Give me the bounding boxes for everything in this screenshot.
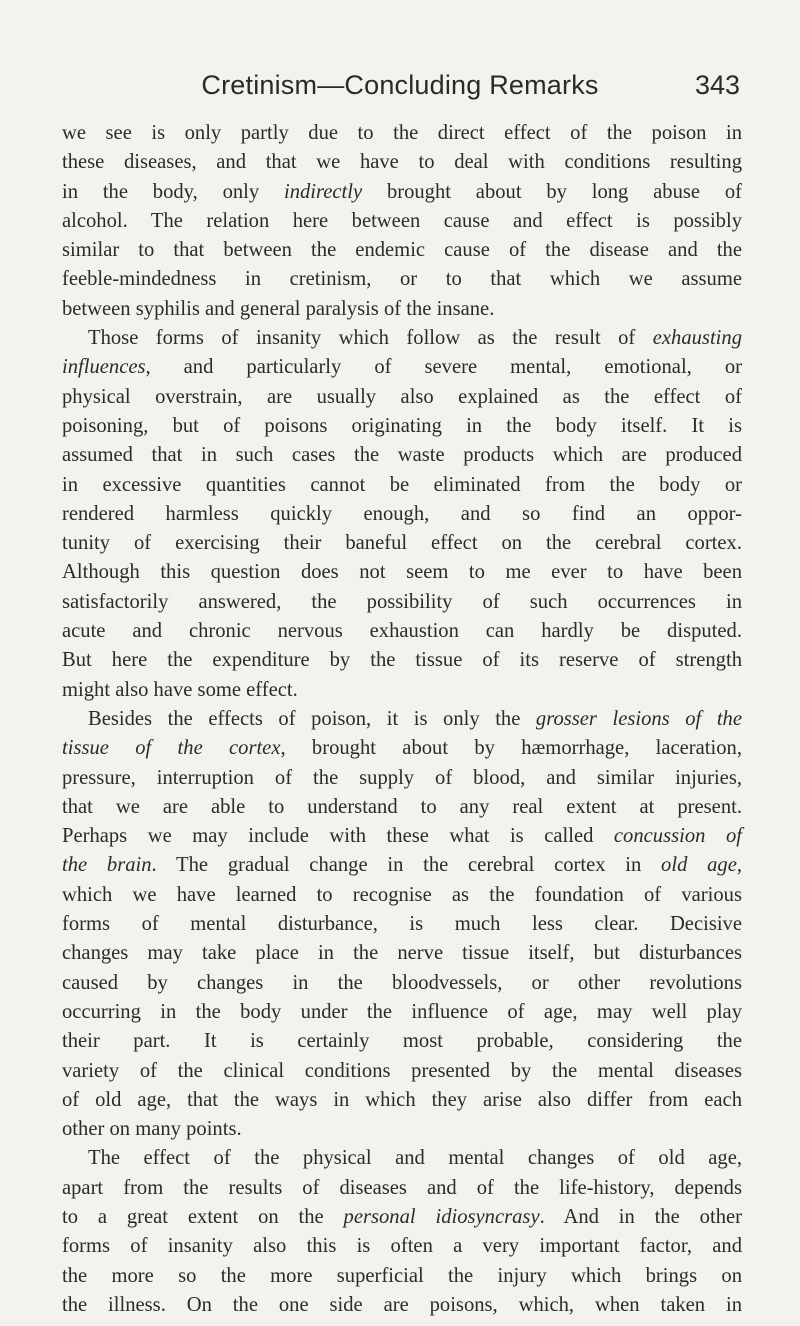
text-run: changes may take place in the nerve tissue itself, but disturbances [62,942,742,965]
text-line [62,734,742,763]
text-run: physical overstrain, are usually also explained as the effect of [62,385,742,408]
text-line [62,646,742,675]
text-run: we see is only partly due to the direct effect of the poison in [62,122,742,144]
text-line [62,1262,742,1291]
body-text [62,119,742,1320]
text-line [62,939,742,968]
text-line [62,1027,742,1056]
italic-text: personal idiosyncrasy [343,1205,540,1228]
text-line [62,1086,742,1115]
text-line [62,383,742,412]
text-run: variety of the clinical conditions presented by the mental diseases [62,1059,742,1082]
italic-text: influences [62,356,146,379]
text-run: Those forms of insanity which follow as the result of [88,327,653,350]
text-run: tunity of exercising their baneful effect on the cerebral cortex. [62,532,742,555]
text-run: Perhaps we may include with these what is called [62,825,614,848]
text-run: forms of insanity also this is often a very important factor, and [62,1235,742,1258]
text-line [62,1232,742,1261]
text-line [62,207,742,236]
text-run: Although this question does not seem to me ever to have been [62,561,742,584]
text-line [62,676,742,705]
text-line [62,236,742,265]
text-run: brought about by long abuse of [362,180,742,203]
italic-text: grosser lesions of the [535,707,742,730]
italic-text: indirectly [283,180,363,203]
text-line [62,353,742,382]
text-run: that we are able to understand to any real extent at present. [62,795,742,818]
text-run: feeble-mindedness in cretinism, or to that which we assume [62,268,742,291]
text-line [62,1174,742,1203]
text-line [62,1291,742,1320]
text-run: these diseases, and that we have to deal with conditions resulting [62,151,742,174]
text-line [62,881,742,910]
text-line [62,529,742,558]
text-line [62,764,742,793]
text-run: between syphilis and general paralysis of the insane. [62,297,495,320]
text-line [62,324,742,353]
text-run: the illness. On the one side are poisons, which, when taken in [62,1293,742,1316]
text-run: . The gradual change in the cerebral cortex in [151,854,662,877]
text-run: the more so the more superficial the injury which brings on [62,1264,742,1287]
text-line [62,265,742,294]
text-line [62,558,742,587]
italic-text: the brain [62,854,152,877]
text-run: The effect of the physical and mental changes of old age, [88,1147,742,1170]
text-line [62,969,742,998]
text-run: to a great extent on the [62,1205,344,1228]
text-run: caused by changes in the bloodvessels, or other revolutions [62,971,742,994]
text-line [62,471,742,500]
text-run: their part. It is certainly most probable, considering the [62,1030,742,1053]
italic-text: tissue of the cortex [62,737,281,760]
text-run: apart from the results of diseases and of the life-history, depends [62,1176,742,1199]
text-run: forms of mental disturbance, is much less clear. Decisive [62,913,742,936]
text-run: satisfactorily answered, the possibility of such occurrences in [62,590,742,613]
text-run: rendered harmless quickly enough, and so find an oppor- [62,502,742,525]
text-line [62,705,742,734]
text-line [62,1115,742,1144]
text-run: assumed that in such cases the waste products which are produced [62,444,742,467]
text-run: similar to that between the endemic cause of the disease and the [62,239,742,262]
italic-text: concussion of [613,825,742,848]
text-run: , [736,854,742,877]
text-run: occurring in the body under the influence of age, may well play [62,1000,742,1023]
text-line [62,1203,742,1232]
text-run: . And in the other [539,1205,742,1228]
text-line [62,119,742,148]
text-line [62,1057,742,1086]
text-line [62,148,742,177]
text-run: Besides the effects of poison, it is only the [88,707,536,730]
italic-text: exhausting [652,327,742,350]
text-line [62,295,742,324]
text-line [62,1144,742,1173]
text-run: poisoning, but of poisons originating in the body itself. It is [62,414,742,437]
text-run: in excessive quantities cannot be eliminated from the body or [62,473,742,496]
text-line [62,178,742,207]
italic-text: old age [661,854,737,877]
running-head-title: Cretinism—Concluding Remarks [201,70,599,100]
text-run: in the body, only [62,180,284,203]
text-line [62,588,742,617]
text-run: But here the expenditure by the tissue of its reserve of strength [62,649,742,672]
text-line [62,793,742,822]
text-run: which we have learned to recognise as the foundation of various [62,883,742,906]
text-run: might also have some effect. [62,678,298,701]
text-line [62,910,742,939]
text-line [62,822,742,851]
text-line [62,998,742,1027]
text-run: pressure, interruption of the supply of blood, and similar injuries, [62,766,742,789]
text-run: , and particularly of severe mental, emotional, or [145,356,742,379]
text-run: of old age, that the ways in which they arise also differ from each [62,1088,742,1111]
text-run: other on many points. [62,1118,242,1141]
text-run: alcohol. The relation here between cause and effect is possibly [62,209,742,232]
text-line [62,412,742,441]
text-line [62,851,742,880]
text-line [62,441,742,470]
text-run: , brought about by hæmorrhage, laceration, [280,737,742,760]
page-number: 343 [694,70,740,100]
running-head [60,70,740,110]
text-run: acute and chronic nervous exhaustion can hardly be disputed. [62,620,742,643]
text-line [62,500,742,529]
text-line [62,617,742,646]
